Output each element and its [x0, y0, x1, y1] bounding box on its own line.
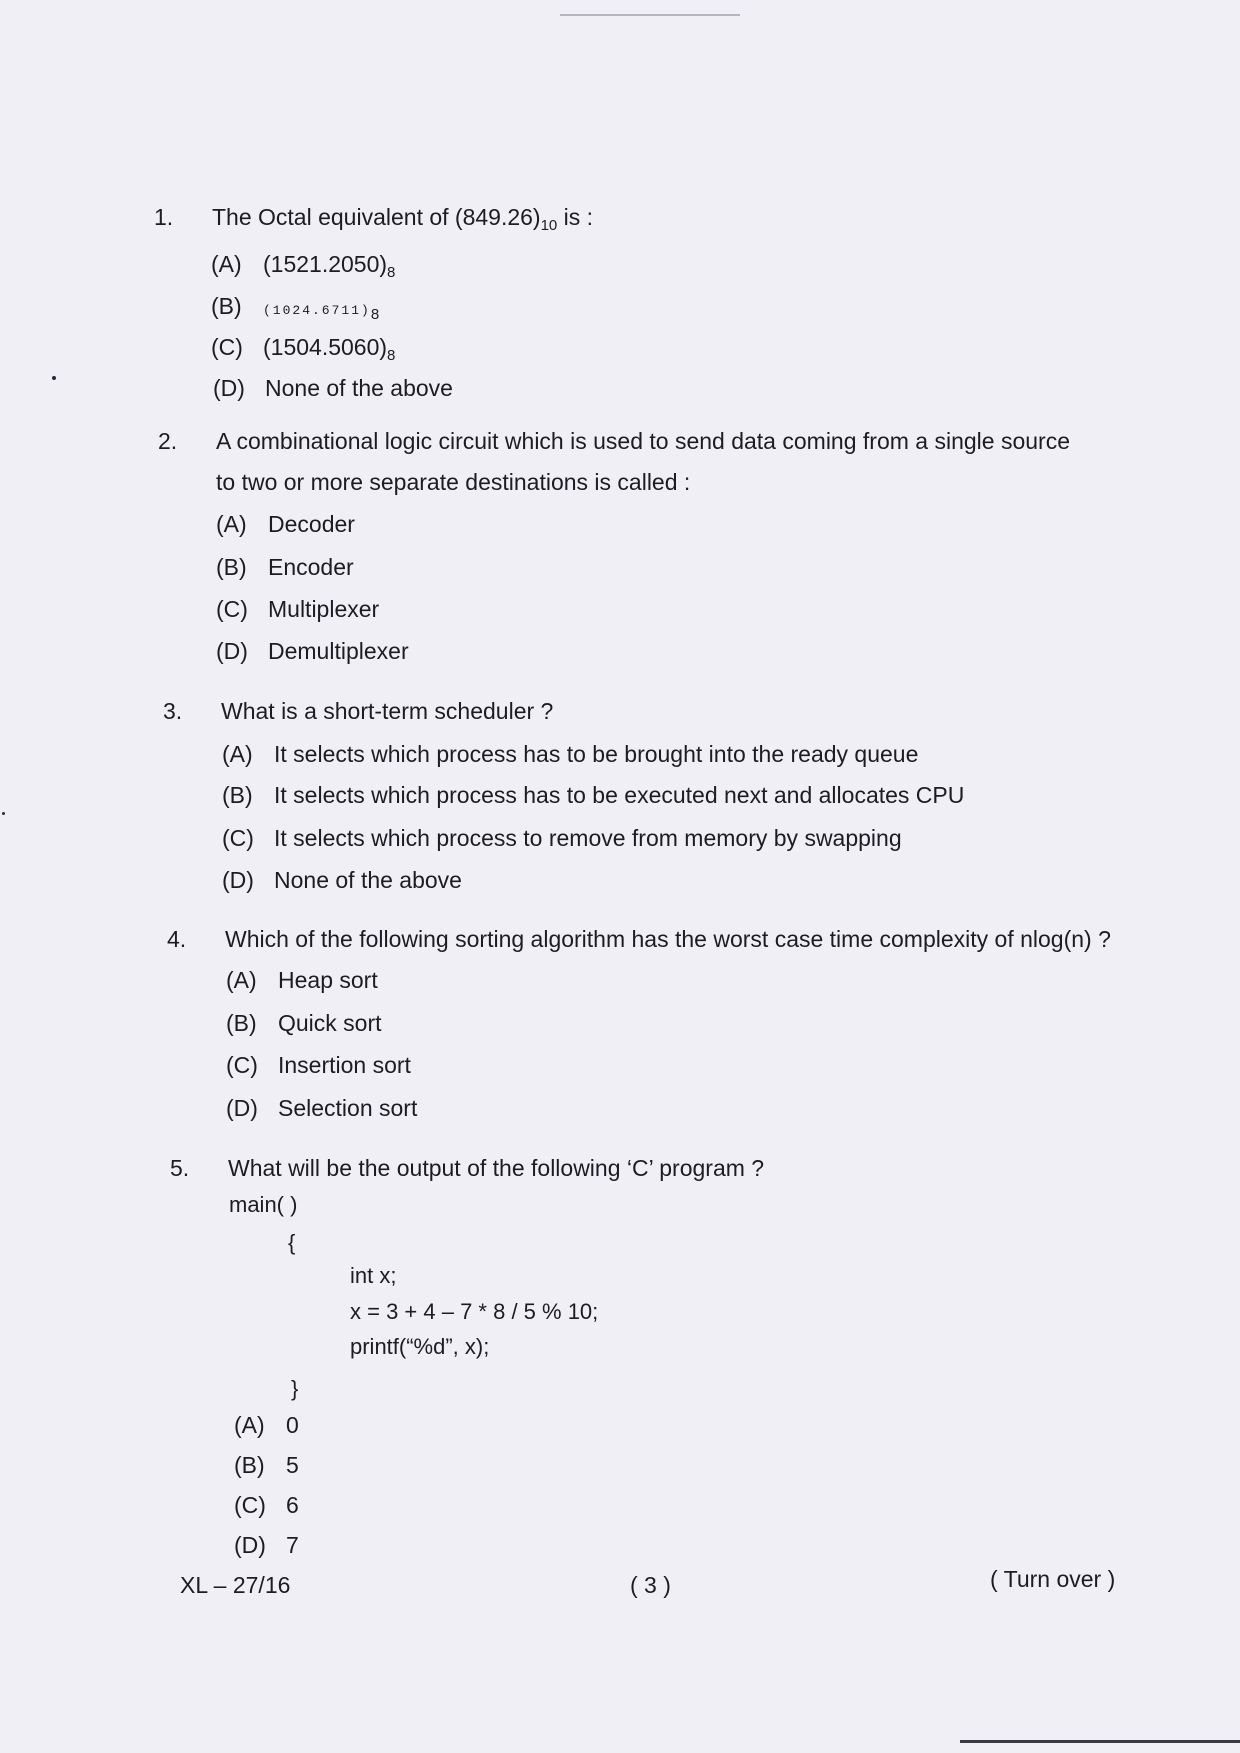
option-b: (B) It selects which process has to be executed next and allocates CPU — [222, 782, 965, 808]
code-open-brace: { — [288, 1230, 296, 1255]
question-text: What will be the output of the following ‘C’ program ? — [228, 1155, 765, 1181]
option-b: (B) 5 — [234, 1452, 299, 1478]
code-line-3: printf(“%d”, x); — [350, 1334, 490, 1359]
question-text-line1: A combinational logic circuit which is used to send data coming from a single source — [216, 428, 1070, 454]
turn-over-note: ( Turn over ) — [990, 1566, 1116, 1592]
question-text-line2: to two or more separate destinations is called : — [216, 469, 691, 495]
option-c: (C) 6 — [234, 1492, 299, 1518]
option-a: (A) 0 — [234, 1412, 299, 1438]
option-d: (D) Demultiplexer — [216, 638, 409, 664]
code-close-brace: } — [291, 1376, 299, 1401]
scan-edge-line — [960, 1740, 1240, 1743]
option-a: (A) Heap sort — [226, 967, 378, 993]
question-text: Which of the following sorting algorithm has the worst case time complexity of nlog(n) ? — [225, 926, 1111, 952]
scan-speck — [2, 812, 5, 815]
question-number: 5. — [170, 1155, 190, 1181]
question-text: What is a short-term scheduler ? — [221, 698, 554, 724]
option-d: (D) None of the above — [222, 867, 462, 893]
question-number: 4. — [167, 926, 187, 952]
option-c: (C) Multiplexer — [216, 596, 380, 622]
option-b: (B) Quick sort — [226, 1010, 382, 1036]
option-a: (A) It selects which process has to be brought into the ready queue — [222, 741, 919, 767]
question-text: The Octal equivalent of $(849.26)_{10}$ is : — [212, 204, 594, 234]
question-number: 1. — [154, 204, 174, 230]
code-line-1: int x; — [350, 1263, 397, 1288]
scan-speck — [52, 376, 56, 380]
option-d: (D) Selection sort — [226, 1095, 418, 1121]
option-a: (A) Decoder — [216, 511, 355, 537]
option-b: (B) Encoder — [216, 554, 354, 580]
option-b: (B) $(1024.6711)_8$ — [211, 293, 380, 323]
question-number: 3. — [163, 698, 183, 724]
option-c: (C) $(1504.5060)_8$ — [211, 334, 396, 364]
code-line-2: x = 3 + 4 – 7 * 8 / 5 % 10; — [350, 1299, 599, 1324]
page-number: ( 3 ) — [630, 1572, 671, 1598]
option-d: (D) None of the above — [213, 375, 453, 401]
question-number: 2. — [158, 428, 178, 454]
scan-edge-line — [560, 14, 740, 16]
option-a: (A) $(1521.2050)_8$ — [211, 251, 396, 281]
option-d: (D) 7 — [234, 1532, 299, 1558]
option-c: (C) It selects which process to remove from memory by swapping — [222, 825, 902, 851]
paper-code: XL – 27/16 — [180, 1572, 291, 1598]
option-c: (C) Insertion sort — [226, 1052, 411, 1078]
code-function-header: main( ) — [229, 1192, 298, 1217]
